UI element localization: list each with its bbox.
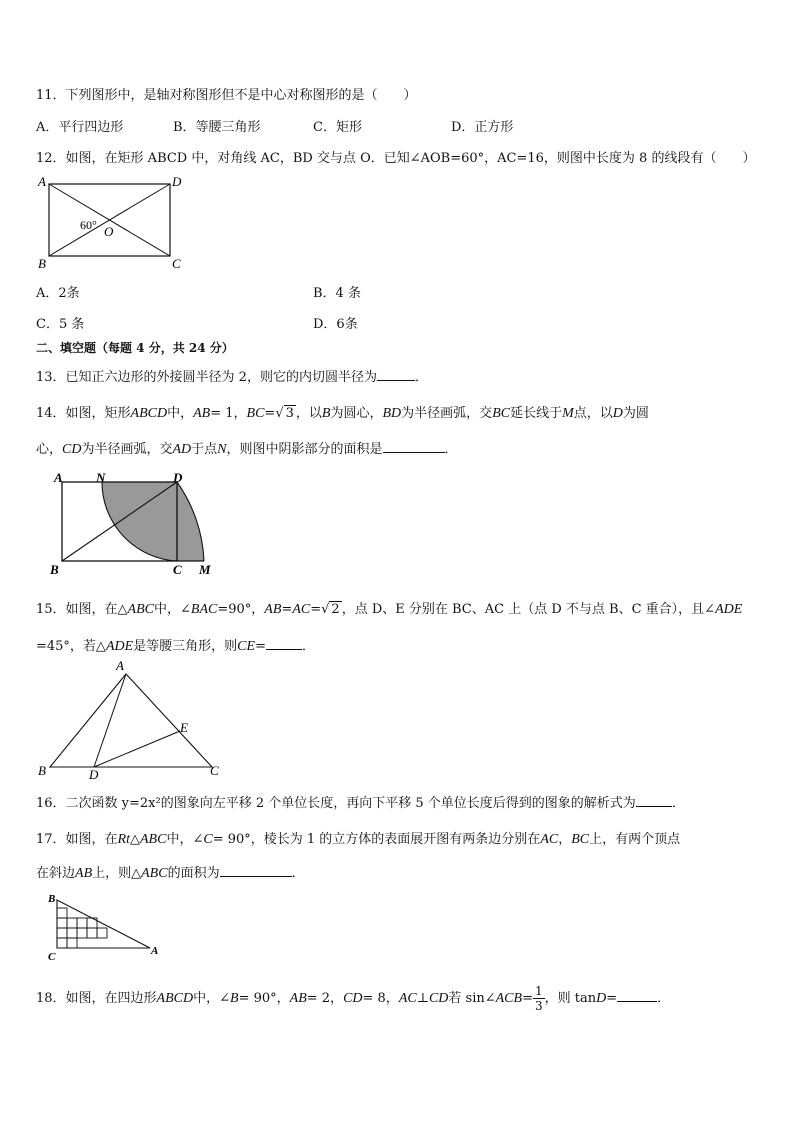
q17-triangle-abc <box>57 900 150 948</box>
q11-option-c: C．矩形 <box>313 120 362 135</box>
q17-label-a: A <box>151 945 159 957</box>
q18-fraction <box>533 984 545 1013</box>
q17-text: = 90°，棱长为 1 的立方体的表面展开图有两条边分别在 <box>212 832 541 847</box>
q17-text: 的面积为 <box>167 866 220 881</box>
q15-text: = <box>281 602 293 617</box>
q14-text: = <box>264 406 276 421</box>
q14-text: 为圆 <box>622 406 649 421</box>
q15-text: = <box>255 639 266 654</box>
q14-label-b: B <box>50 562 59 577</box>
q17-text: 在斜边 <box>36 866 76 881</box>
q17-text: 中，∠ <box>166 832 204 847</box>
q14-line1 <box>36 402 649 422</box>
q14-text: = 1， <box>210 406 247 421</box>
q16-text: 16．二次函数 y=2x²的图象向左平移 2 个单位长度，再向下平移 5 个单位长度后得到的图象的解析式为 <box>36 796 636 811</box>
q15-figure <box>34 656 234 781</box>
q18-math: D <box>596 991 607 1006</box>
q15-sqrt-symbol: √ <box>321 602 330 617</box>
q16-text: ． <box>671 796 685 811</box>
q15-text: 是等腰三角形，则 <box>133 639 238 654</box>
q17-text: 上，有两个顶点 <box>589 832 681 847</box>
q13-text: 13．已知正六边形的外接圆半径为 2，则它的内切圆半径为 <box>36 370 377 385</box>
q17-math: C <box>203 832 213 847</box>
q14-label-n: N <box>96 470 106 485</box>
q15-math: ADE <box>715 602 743 617</box>
q15-label-c: C <box>210 763 219 778</box>
q15-label-e: E <box>180 720 188 735</box>
q17-label-b: B <box>48 893 56 905</box>
q15-math: BAC <box>190 602 218 617</box>
q18-text: = <box>522 991 533 1006</box>
q17-math: AB <box>75 866 93 881</box>
q18-text: = <box>606 991 618 1006</box>
q18-math: CD <box>343 991 363 1006</box>
q14-math: CD <box>62 442 82 457</box>
q17-text: 17．如图，在 <box>36 832 118 847</box>
q12-label-o: O <box>104 224 114 239</box>
q12-label-c: C <box>172 256 181 271</box>
q18-text: = 2， <box>306 991 344 1006</box>
q13-end: ． <box>414 370 428 385</box>
q17-math: ABC <box>140 832 167 847</box>
q17-math: AC <box>540 832 559 847</box>
q15-text: 15．如图，在△ <box>36 602 128 617</box>
q14-math: M <box>562 406 574 421</box>
q12-stem: 12．如图，在矩形 ABCD 中，对角线 AC，BD 交与点 O．已知∠AOB=60°，AC=16，则图中长度为 8 的线段有（ ） <box>36 151 756 166</box>
q15-segment-de <box>94 731 180 767</box>
q14-text: 为半径画弧，交 <box>81 442 173 457</box>
q15-text: =45°，若△ <box>36 639 106 654</box>
q12-option-d: D．6条 <box>313 317 358 332</box>
q14-sqrt-symbol: √ <box>275 406 284 421</box>
q16-stem <box>36 792 685 811</box>
q18-stem <box>36 984 670 1013</box>
q18-fraction-numerator: 1 <box>534 984 543 998</box>
q12-label-a: A <box>38 174 46 189</box>
q15-line1 <box>36 598 742 618</box>
q14-line2 <box>36 438 458 458</box>
q18-math: AC <box>398 991 417 1006</box>
q17-math: ABC <box>141 866 168 881</box>
q14-label-c: C <box>173 562 182 577</box>
q12-option-c: C．5 条 <box>36 317 85 332</box>
q14-text: ，则图中阴影部分的面积是 <box>226 442 383 457</box>
q15-math: AC <box>292 602 311 617</box>
q14-math: ABCD <box>130 406 168 421</box>
q14-text: ． <box>444 442 458 457</box>
q14-math: AD <box>172 442 192 457</box>
q18-math: ACB <box>495 991 523 1006</box>
q12-angle-label: 60° <box>80 218 97 232</box>
section-title: 二、填空题（每题 4 分，共 24 分） <box>36 341 234 355</box>
q15-math: ABC <box>127 602 154 617</box>
q11-option-b: B．等腰三角形 <box>173 120 261 135</box>
q14-math: BC <box>246 406 265 421</box>
q15-math: ADE <box>105 639 134 654</box>
q18-math: B <box>230 991 239 1006</box>
q15-answer-blank[interactable] <box>266 637 302 650</box>
q15-label-a: A <box>116 658 124 673</box>
q17-label-c: C <box>48 951 56 963</box>
q17-line2 <box>36 862 305 882</box>
q14-math: B <box>321 406 331 421</box>
q14-label-d: D <box>173 470 183 485</box>
q12-label-b: B <box>38 256 46 271</box>
q14-text: 为圆心， <box>330 406 383 421</box>
q14-sqrt-radicand: 3 <box>285 406 294 421</box>
q17-line1 <box>36 828 680 848</box>
q14-math: AB <box>193 406 211 421</box>
q15-label-d: D <box>89 767 99 781</box>
q15-math: CE <box>237 639 256 654</box>
q14-text: 中， <box>167 406 194 421</box>
q14-text: 14．如图，矩形 <box>36 406 131 421</box>
q15-text: 中，∠ <box>154 602 191 617</box>
q18-text: ． <box>657 991 671 1006</box>
q18-math: AB <box>289 991 307 1006</box>
q17-cube-net <box>57 908 107 948</box>
q14-math: BC <box>492 406 511 421</box>
q12-label-d: D <box>172 174 182 189</box>
q14-figure <box>44 470 224 580</box>
q13-answer-blank[interactable] <box>377 368 415 381</box>
q14-math: D <box>612 406 623 421</box>
q15-text: =90°， <box>217 602 265 617</box>
q18-answer-blank[interactable] <box>617 989 657 1002</box>
q17-figure <box>44 892 174 964</box>
q14-math: BD <box>382 406 402 421</box>
q11-stem: 11．下列图形中，是轴对称图形但不是中心对称图形的是（ ） <box>36 88 417 103</box>
q17-math: Rt <box>117 832 130 847</box>
q18-math: CD <box>428 991 449 1006</box>
q14-label-a: A <box>54 470 63 485</box>
q17-text: ． <box>291 866 305 881</box>
q15-text: = <box>310 602 322 617</box>
q14-label-m: M <box>199 562 211 577</box>
q11-option-d: D．正方形 <box>451 120 514 135</box>
q17-text: △ <box>130 832 140 847</box>
q14-text: 心， <box>36 442 63 457</box>
q15-text: ，点 D、E 分别在 BC、AC 上（点 D 不与点 B、C 重合），且∠ <box>341 602 716 617</box>
q12-figure <box>34 172 194 272</box>
q15-line2 <box>36 635 315 655</box>
q15-label-b: B <box>38 763 46 778</box>
q12-option-b: B．4 条 <box>313 286 361 301</box>
q14-text: 于点 <box>191 442 218 457</box>
q14-math: N <box>217 442 227 457</box>
q16-answer-blank[interactable] <box>636 794 672 807</box>
q18-perp-symbol: ⊥ <box>416 991 429 1006</box>
q18-text: ，则 tan <box>544 991 597 1006</box>
q14-text: 点，以 <box>573 406 613 421</box>
q14-answer-blank[interactable] <box>383 440 445 453</box>
q15-segment-ad <box>94 674 126 767</box>
q11-option-a: A．平行四边形 <box>36 120 124 135</box>
q13-stem <box>36 366 428 385</box>
q17-text: ， <box>558 832 572 847</box>
q17-math: BC <box>571 832 590 847</box>
q14-shaded-right <box>177 482 204 561</box>
q14-text: ，以 <box>295 406 322 421</box>
q18-text: 若 sin∠ <box>448 991 496 1006</box>
q18-text: 18．如图，在四边形 <box>36 991 157 1006</box>
q14-text: 延长线于 <box>510 406 563 421</box>
q17-text: 上，则△ <box>92 866 142 881</box>
q15-math: AB <box>264 602 282 617</box>
q15-sqrt-radicand: 2 <box>331 602 340 617</box>
q18-text: = 8， <box>362 991 399 1006</box>
q12-option-a: A．2条 <box>36 286 80 301</box>
q15-text: ． <box>301 639 315 654</box>
q17-answer-blank[interactable] <box>220 864 292 877</box>
q18-fraction-denominator: 3 <box>534 999 543 1013</box>
q18-text: = 90°， <box>238 991 290 1006</box>
q14-text: 为半径画弧，交 <box>401 406 493 421</box>
q18-text: 中，∠ <box>193 991 231 1006</box>
q18-math: ABCD <box>156 991 194 1006</box>
